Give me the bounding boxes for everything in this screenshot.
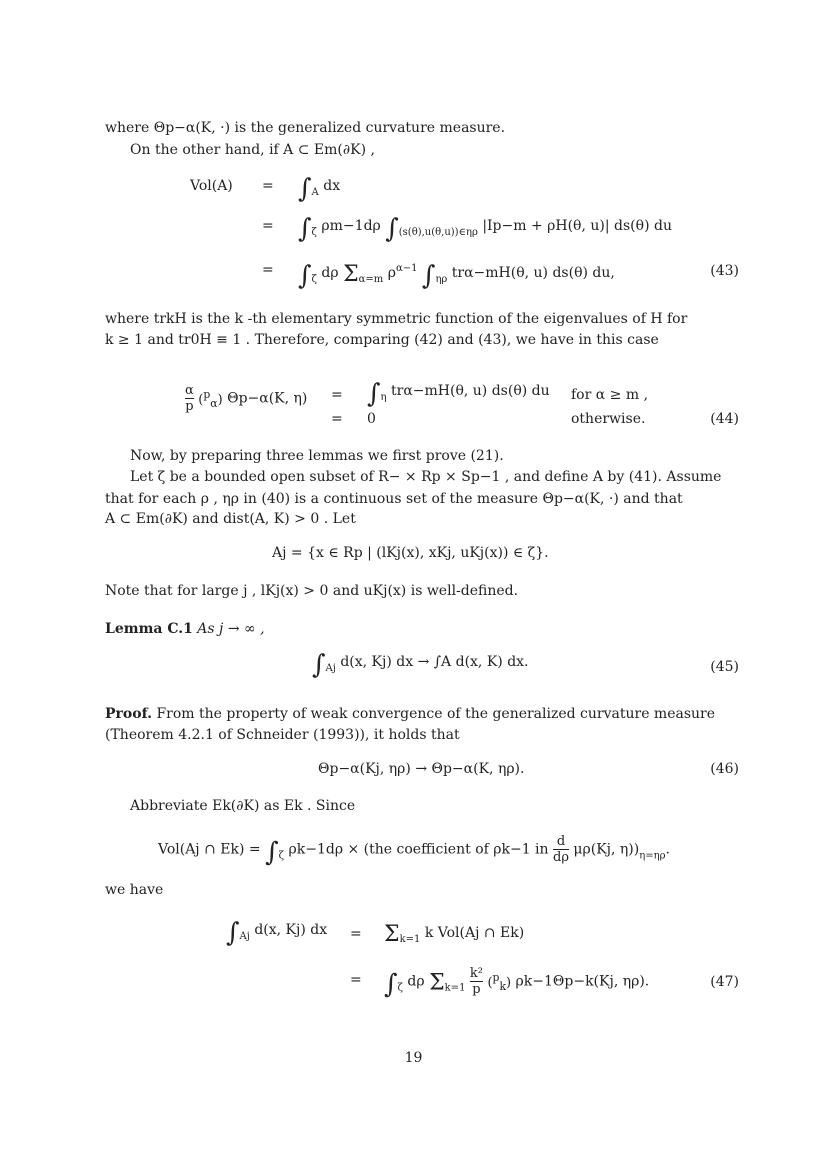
eq45: $\int_{Aj}$ d(x, Kj) dx → ∫A d(x, K) dx. — [312, 650, 529, 680]
eq47-vol: k Vol(Aj ∩ Ek) — [424, 925, 525, 941]
text-line-9: Note that for large j , lKj(x) > 0 and uKj(x) is well-defined. — [105, 583, 519, 599]
eq47-row1: $\int_{Aj}$ d(x, Kj) dx = $\Sigma_{k=1}$ k Vol(Aj ∩ Ek) — [226, 918, 525, 948]
eq43-det: |Ip−m + ρH(θ, u)| ds(θ) du — [482, 218, 672, 234]
eq-vol-lhs: Vol(Aj ∩ Ek) = — [158, 841, 261, 858]
text-line-we-have: we have — [105, 882, 164, 898]
text-line-8: A ⊂ Em(∂K) and dist(A, K) > 0 . Let — [105, 511, 356, 527]
lemma-statement: As j → ∞ , — [197, 621, 265, 637]
eq45-body: d(x, Kj) dx → ∫A d(x, K) dx. — [340, 654, 529, 670]
eq43-rho: ρm−1dρ — [321, 218, 381, 234]
eq44-rhs: trα−mH(θ, u) ds(θ) du — [391, 383, 550, 399]
eq45-number: (45) — [710, 659, 739, 675]
eq-vol-end: μρ(Kj, η)) — [573, 841, 640, 858]
text-line-5: Now, by preparing three lemmas we first prove (21). — [130, 448, 504, 464]
eq-vol: Vol(Aj ∩ $Ek) = \int_\zeta$ ρk−1dρ × (the coefficient of ρk−1 in $\frac{d}{d\rho}$ μρ(Kj, $\eta))_{\eta=\eta\rho}$. — [158, 834, 670, 868]
eq43-row1: Vol(A) = $\int_A$ dx — [190, 174, 341, 204]
eq44-row1: $\frac{\alpha}{p}$ ($^p_\alpha$) Θp−α(K, η) = $\int_\eta$ trα−mH(θ, u) ds(θ) du for α ≥ m , — [185, 379, 649, 414]
eq46-number: (46) — [710, 761, 739, 777]
lemma-c1 — [105, 620, 265, 638]
eq43-lhs: Vol(A) — [190, 178, 233, 194]
paper-page: where Θp−α(K, ·) is the generalized curvature measure. On the other hand, if A ⊂ Em(∂K) , Vol(A) = $\int_A$ dx = $\int_\zeta$ ρm−1dρ $\int_{(s(\theta),u(\theta,u))\in\eta\rho}$ |Ip−m + ρH(θ, u)| ds(θ) du = $\int_\zeta$ dρ $\Sigma_{\alpha=m}$ $\rho^{\alpha-1}$ $\int_{\eta\rho}$ trα−mH(θ, u) ds(θ) du, (43) where trkH is the k -th elementary symmetric function of the eigenvalues of H for k ≥ 1 and tr0H ≡ 1 . Therefore, comparing (42) and (43), we have in this case $\frac{\alpha}{p}$ ($^p_\alpha$) Θp−α(K, η) = $\int_\eta$ trα−mH(θ, u) ds(θ) du for α ≥ m , = 0 otherwise. (44) Now, by preparing three lemmas we first prove (21). Let ζ be a bounded open subset of R− × Rp × Sp−1 , and define A by (41). Assume that for each ρ , ηρ in (40) is a continuous set of the measure Θp−α(K, ·) and that A ⊂ Em(∂K) and dist(A, K) > 0 . Let Aj = {x ∈ Rp | (lKj(x), xKj, uKj(x)) ∈ ζ}. Note that for large j , lKj(x) > 0 and uKj(x) is well-defined. Lemma C.1 As j → ∞ , $\int_{Aj}$ d(x, Kj) dx → ∫A d(x, K) dx. (45) Proof. From the property of weak convergence of the generalized curvature measure (Theorem 4.2.1 of Schneider (1993)), it holds that Θp−α(Kj, ηρ) → Θp−α(K, ηρ). (46) Abbreviate Ek(∂K) as Ek . Since Vol(Aj ∩ $Ek) = \int_\zeta$ ρk−1dρ × (the coefficient of ρk−1 in $\frac{d}{d\rho}$ μρ(Kj, $\eta))_{\eta=\eta\rho}$. we have $\int_{Aj}$ d(x, Kj) dx = $\Sigma_{k=1}$ k Vol(Aj ∩ Ek) = $\int_\zeta$ dρ $\Sigma_{k=1}$ $\frac{\text{k²}}{p}$ ($^p_k$) ρk−1Θp−k(Kj, ηρ). (47) 19 — [0, 0, 827, 1170]
proof-line-2: (Theorem 4.2.1 of Schneider (1993)), it holds that — [105, 727, 460, 743]
text-line-3: where trkH is the k -th elementary symmetric function of the eigenvalues of H for — [105, 311, 688, 327]
text-line-abbreviate: Abbreviate Ek(∂K) as Ek . Since — [130, 798, 356, 814]
eq46: Θp−α(Kj, ηρ) → Θp−α(K, ηρ). — [318, 761, 525, 777]
proof-line-1 — [105, 705, 715, 723]
eq44-number: (44) — [710, 411, 739, 427]
proof-text-1: From the property of weak convergence of the generalized curvature measure — [156, 706, 716, 722]
lemma-heading: Lemma C.1 — [105, 621, 193, 637]
text-line-6: Let ζ be a bounded open subset of R− × Rp × Sp−1 , and define A by (41). Assume — [130, 469, 722, 485]
text-line-2: On the other hand, if A ⊂ Em(∂K) , — [130, 142, 375, 158]
eq47-rhs: ρk−1Θp−k(Kj, ηρ). — [515, 973, 650, 990]
eq44-lhs: Θp−α(K, η) — [227, 390, 308, 407]
eq43-tr: trα−mH(θ, u) ds(θ) du, — [451, 265, 615, 281]
text-line-4: k ≥ 1 and tr0H ≡ 1 . Therefore, comparing (42) and (43), we have in this case — [105, 332, 659, 348]
eq-vol-rhs: ρk−1dρ × (the coefficient of ρk−1 in — [288, 841, 549, 858]
eq-aj: Aj = {x ∈ Rp | (lKj(x), xKj, uKj(x)) ∈ ζ}. — [272, 545, 549, 561]
text-line-7: that for each ρ , ηρ in (40) is a continuous set of the measure Θp−α(K, ·) and that — [105, 491, 683, 507]
eq43-dx: dx — [323, 178, 341, 194]
proof-heading: Proof. — [105, 706, 152, 722]
eq44-cond1: for α ≥ m , — [571, 387, 649, 403]
page-number: 19 — [404, 1050, 423, 1066]
eq47-lhs: d(x, Kj) dx — [254, 922, 328, 938]
text-line-1: where Θp−α(K, ·) is the generalized curvature measure. — [105, 120, 506, 136]
eq43-number: (43) — [710, 263, 739, 279]
eq44-zero: 0 — [367, 411, 376, 427]
eq47-number: (47) — [710, 974, 739, 990]
eq44-cond2: otherwise. — [571, 411, 646, 427]
